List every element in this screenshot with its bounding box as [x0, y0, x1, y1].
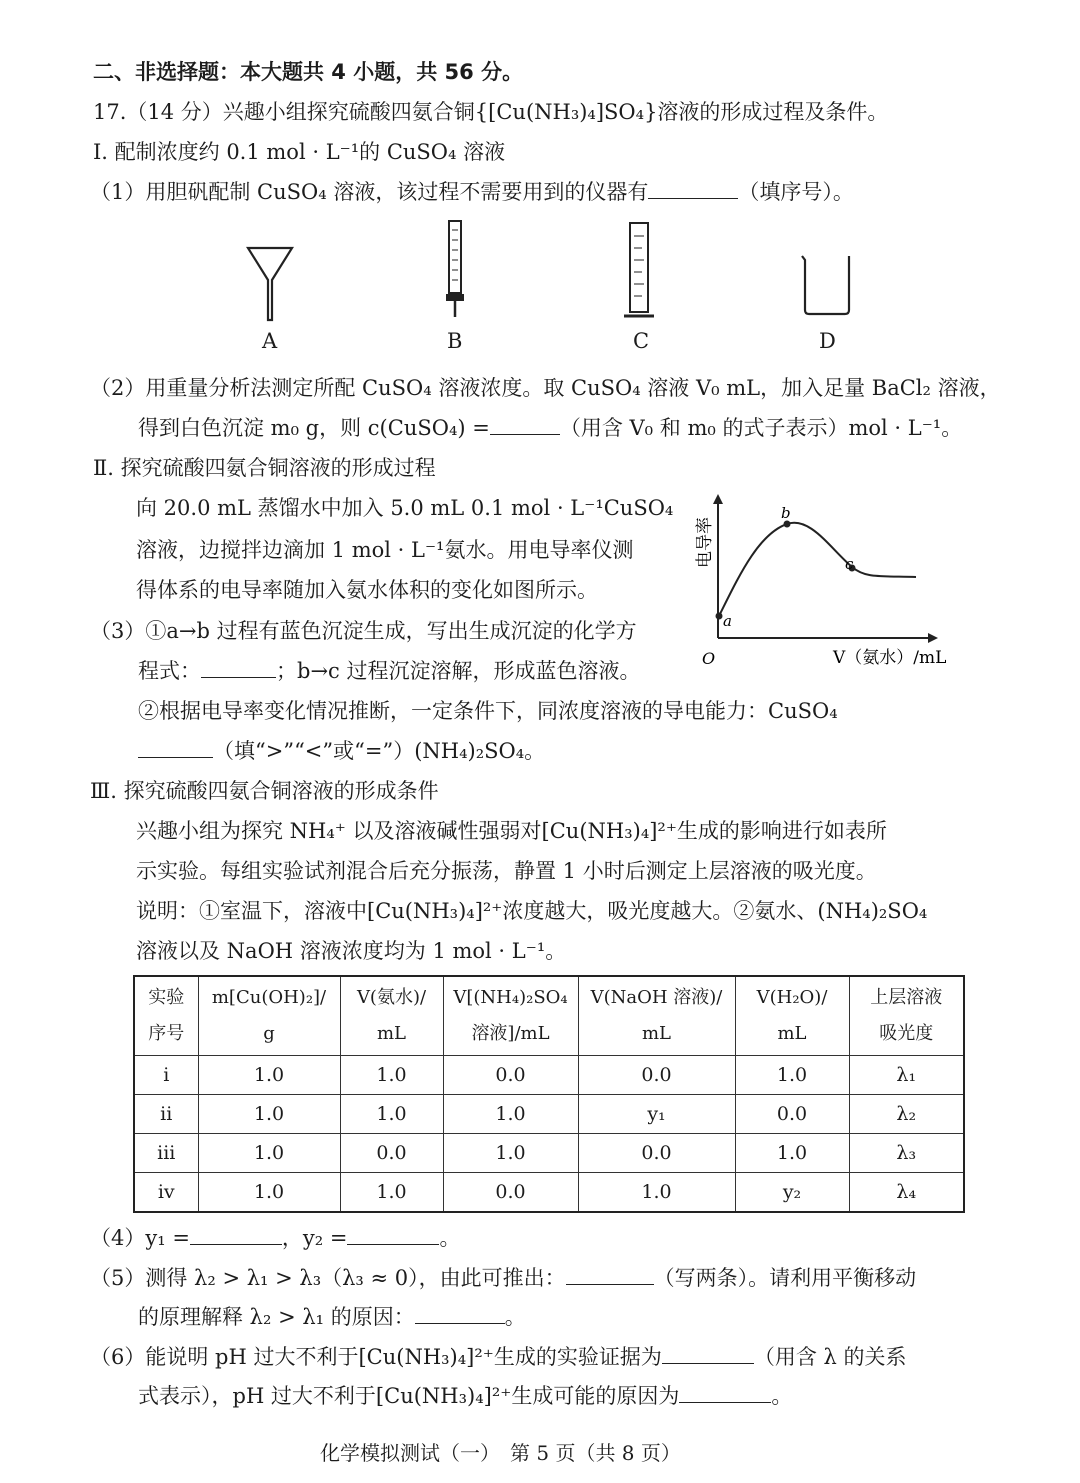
table-header-row: [134, 976, 964, 1056]
table-header: 上层溶液 吸光度: [849, 976, 964, 1056]
table-row: [134, 1134, 964, 1173]
x-axis-label: V（氨水）/mL: [833, 648, 947, 668]
x-axis-arrow: [928, 633, 938, 643]
q4-text-a: （4）y₁ =: [90, 1226, 190, 1250]
q3-line4: [138, 741, 545, 762]
table-cell: 1.0: [198, 1056, 340, 1095]
q1-text-a: （1）用胆矾配制 CuSO₄ 溶液，该过程不需要用到的仪器有: [90, 180, 649, 204]
table-cell: λ₂: [849, 1095, 964, 1134]
q2-line1: （2）用重量分析法测定所配 CuSO₄ 溶液浓度。取 CuSO₄ 溶液 V₀ mL，加入足量 BaCl₂ 溶液，: [90, 376, 1001, 400]
part2-para-2: 溶液，边搅拌边滴加 1 mol · L⁻¹氨水。用电导率仪测: [136, 538, 634, 562]
q5-line2: [138, 1307, 526, 1328]
table-header: m[Cu(OH)₂]/ g: [198, 976, 340, 1056]
q1-text-b: （填序号）。: [738, 180, 854, 204]
table-header: 实验 序号: [134, 976, 198, 1056]
table-header: V(H₂O)/ mL: [735, 976, 849, 1056]
q4-text-c: 。: [439, 1226, 461, 1250]
q17-intro: 17.（14 分）兴趣小组探究硫酸四氨合铜{[Cu(NH₃)₄]SO₄}溶液的形成过程及条件。: [93, 100, 889, 124]
graduated-cylinder-icon: [622, 220, 656, 322]
table-cell: iii: [134, 1134, 198, 1173]
table-header: V(NaOH 溶液)/ mL: [578, 976, 735, 1056]
q6-line2-a: 式表示），pH 过大不利于[Cu(NH₃)₄]²⁺生成可能的原因为: [138, 1384, 680, 1408]
table-cell: 0.0: [340, 1134, 443, 1173]
table-cell: 1.0: [198, 1134, 340, 1173]
table-cell: i: [134, 1056, 198, 1095]
part3-para-1: 兴趣小组为探究 NH₄⁺ 以及溶液碱性强弱对[Cu(NH₃)₄]²⁺生成的影响进行如表所: [136, 819, 887, 843]
q3-line2-b: ；b→c 过程沉淀溶解，形成蓝色溶液。: [276, 659, 641, 683]
q3-line2-a: 程式：: [138, 659, 201, 683]
table-header: V(氨水)/ mL: [340, 976, 443, 1056]
table-row: [134, 1095, 964, 1134]
q3-line1: （3）①a→b 过程有蓝色沉淀生成，写出生成沉淀的化学方: [90, 619, 637, 643]
table-cell: 1.0: [735, 1056, 849, 1095]
q5-line2-b: 。: [504, 1305, 526, 1329]
answer-blank[interactable]: [490, 418, 560, 435]
y-axis-arrow: [713, 494, 723, 504]
apparatus-label-b: B: [447, 329, 463, 353]
table-cell: 0.0: [735, 1095, 849, 1134]
section-title: 二、非选择题：本大题共 4 小题，共 56 分。: [93, 60, 524, 84]
table-header: V[(NH₄)₂SO₄ 溶液]/mL: [443, 976, 578, 1056]
table-cell: 0.0: [578, 1134, 735, 1173]
part2-para-1: 向 20.0 mL 蒸馏水中加入 5.0 mL 0.1 mol · L⁻¹CuSO₄: [136, 496, 674, 520]
table-cell: 0.0: [443, 1056, 578, 1095]
q3-line3: ②根据电导率变化情况推断，一定条件下，同浓度溶液的导电能力：CuSO₄: [138, 699, 838, 723]
part2-title: Ⅱ. 探究硫酸四氨合铜溶液的形成过程: [93, 456, 436, 480]
origin-label: O: [702, 649, 716, 668]
apparatus-label-a: A: [262, 329, 278, 353]
answer-blank[interactable]: [190, 1228, 282, 1245]
table-cell: λ₃: [849, 1134, 964, 1173]
q1-text: [90, 182, 854, 203]
q6-line1-a: （6）能说明 pH 过大不利于[Cu(NH₃)₄]²⁺生成的实验证据为: [90, 1345, 662, 1369]
table-cell: 1.0: [340, 1095, 443, 1134]
table-cell: iv: [134, 1173, 198, 1213]
answer-blank[interactable]: [201, 661, 276, 678]
table-row: [134, 1056, 964, 1095]
table-cell: y₁: [578, 1095, 735, 1134]
part3-title: Ⅲ. 探究硫酸四氨合铜溶液的形成条件: [90, 779, 439, 803]
burette-icon: [440, 218, 470, 320]
q6-line2-b: 。: [771, 1384, 793, 1408]
table-cell: 1.0: [340, 1173, 443, 1213]
q2-line2: [138, 418, 962, 439]
q4-line: [90, 1228, 460, 1249]
page-footer: 化学模拟测试（一） 第 5 页（共 8 页）: [320, 1441, 681, 1465]
answer-blank[interactable]: [679, 1386, 771, 1403]
q3-line2: [138, 661, 640, 682]
q2-line2-a: 得到白色沉淀 m₀ g，则 c(CuSO₄) =: [138, 416, 490, 440]
part3-para-3: 说明：①室温下，溶液中[Cu(NH₃)₄]²⁺浓度越大，吸光度越大。②氨水、(NH₄)₂SO₄: [136, 899, 928, 923]
q5-line1-a: （5）测得 λ₂ > λ₁ > λ₃（λ₃ ≈ 0），由此可推出：: [90, 1266, 566, 1290]
answer-blank[interactable]: [415, 1307, 505, 1324]
q3-line4-text: （填“>”“<”或“=”）(NH₄)₂SO₄。: [213, 739, 546, 763]
answer-blank[interactable]: [138, 741, 213, 758]
point-label-a: a: [723, 612, 732, 630]
part1-title: Ⅰ. 配制浓度约 0.1 mol · L⁻¹的 CuSO₄ 溶液: [93, 140, 506, 164]
q4-text-b: ，y₂ =: [281, 1226, 348, 1250]
answer-blank[interactable]: [662, 1347, 754, 1364]
apparatus-label-c: C: [633, 329, 650, 353]
table-cell: 1.0: [198, 1173, 340, 1213]
table-cell: y₂: [735, 1173, 849, 1213]
table-cell: λ₁: [849, 1056, 964, 1095]
table-cell: 1.0: [735, 1134, 849, 1173]
point-label-c: c: [845, 555, 854, 573]
point-label-b: b: [781, 504, 791, 522]
table-cell: λ₄: [849, 1173, 964, 1213]
answer-blank[interactable]: [648, 182, 738, 199]
beaker-icon: [798, 252, 856, 318]
answer-blank[interactable]: [566, 1268, 654, 1285]
part2-para-3: 得体系的电导率随加入氨水体积的变化如图所示。: [136, 578, 598, 602]
table-cell: 1.0: [340, 1056, 443, 1095]
y-axis-label: 电导率: [695, 517, 715, 568]
table-cell: 1.0: [443, 1095, 578, 1134]
conductivity-curve: [719, 523, 916, 616]
q2-line2-b: （用含 V₀ 和 m₀ 的式子表示）mol · L⁻¹。: [559, 416, 963, 440]
table-cell: 1.0: [578, 1173, 735, 1213]
q6-line2: [138, 1386, 792, 1407]
experiment-table: [133, 975, 965, 1213]
table-row: [134, 1173, 964, 1213]
q5-line2-a: 的原理解释 λ₂ > λ₁ 的原因：: [138, 1305, 415, 1329]
funnel-icon: [245, 240, 295, 325]
table-cell: 0.0: [578, 1056, 735, 1095]
apparatus-label-d: D: [819, 329, 836, 353]
table-cell: 1.0: [198, 1095, 340, 1134]
conductivity-graph: [690, 488, 965, 678]
q5-line1-b: （写两条）。请利用平衡移动: [653, 1266, 917, 1290]
answer-blank[interactable]: [347, 1228, 439, 1245]
q5-line1: [90, 1268, 916, 1289]
table-cell: 0.0: [443, 1173, 578, 1213]
q6-line1-b: （用含 λ 的关系: [753, 1345, 907, 1369]
part3-para-2: 示实验。每组实验试剂混合后充分振荡，静置 1 小时后测定上层溶液的吸光度。: [136, 859, 877, 883]
table-cell: 1.0: [443, 1134, 578, 1173]
part3-para-4: 溶液以及 NaOH 溶液浓度均为 1 mol · L⁻¹。: [136, 939, 567, 963]
point-a: [716, 613, 723, 620]
q6-line1: [90, 1347, 907, 1368]
table-cell: ii: [134, 1095, 198, 1134]
